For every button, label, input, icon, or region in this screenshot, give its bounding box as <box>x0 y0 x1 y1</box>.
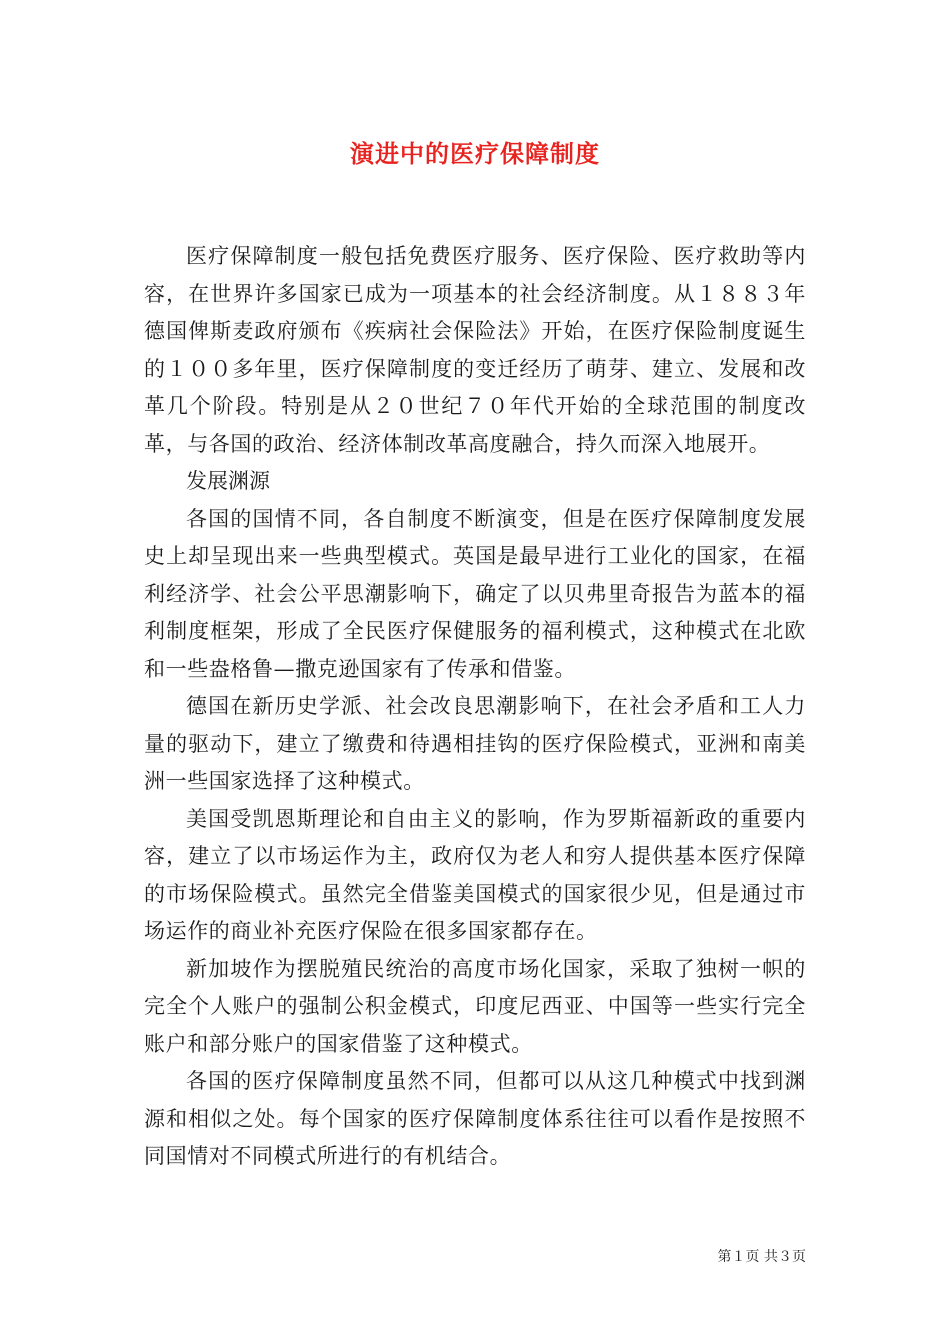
document-body <box>144 238 806 1176</box>
section-paragraph: 各国的医疗保障制度虽然不同，但都可以从这几种模式中找到渊源和相似之处。每个国家的医疗保障制度体系往往可以看作是按照不同国情对不同模式所进行的有机结合。 <box>144 1069 806 1168</box>
intro-paragraph: 医疗保障制度一般包括免费医疗服务、医疗保险、医疗救助等内容，在世界许多国家已成为一项基本的社会经济制度。从１８８３年德国俾斯麦政府颁布《疾病社会保险法》开始，在医疗保险制度诞生的１００多年里，医疗保障制度的变迁经历了萌芽、建立、发展和改革几个阶段。特别是从２０世纪７０年代开始的全球范围的制度改革，与各国的政治、经济体制改革高度融合，持久而深入地展开。 <box>144 244 806 456</box>
section-paragraph: 德国在新历史学派、社会改良思潮影响下，在社会矛盾和工人力量的驱动下，建立了缴费和待遇相挂钩的医疗保险模式，亚洲和南美洲一些国家选择了这种模式。 <box>144 694 806 793</box>
section-paragraph: 美国受凯恩斯理论和自由主义的影响，作为罗斯福新政的重要内容，建立了以市场运作为主，政府仅为老人和穷人提供基本医疗保障的市场保险模式。虽然完全借鉴美国模式的国家很少见，但是通过市场运作的商业补充医疗保险在很多国家都存在。 <box>144 806 806 943</box>
document-title: 演进中的医疗保障制度 <box>350 139 600 168</box>
page-number-footer: 第１页 共３页 <box>717 1249 806 1265</box>
section-paragraph: 新加坡作为摆脱殖民统治的高度市场化国家，采取了独树一帜的完全个人账户的强制公积金模式，印度尼西亚、中国等一些实行完全账户和部分账户的国家借鉴了这种模式。 <box>144 956 806 1056</box>
section-heading: 发展渊源 <box>186 469 270 493</box>
section-paragraph: 各国的国情不同，各自制度不断演变，但是在医疗保障制度发展史上却呈现出来一些典型模式。英国是最早进行工业化的国家，在福利经济学、社会公平思潮影响下，确定了以贝弗里奇报告为蓝本的福利制度框架，形成了全民医疗保健服务的福利模式，这种模式在北欧和一些盎格鲁—撒克逊国家有了传承和借鉴。 <box>144 506 806 681</box>
